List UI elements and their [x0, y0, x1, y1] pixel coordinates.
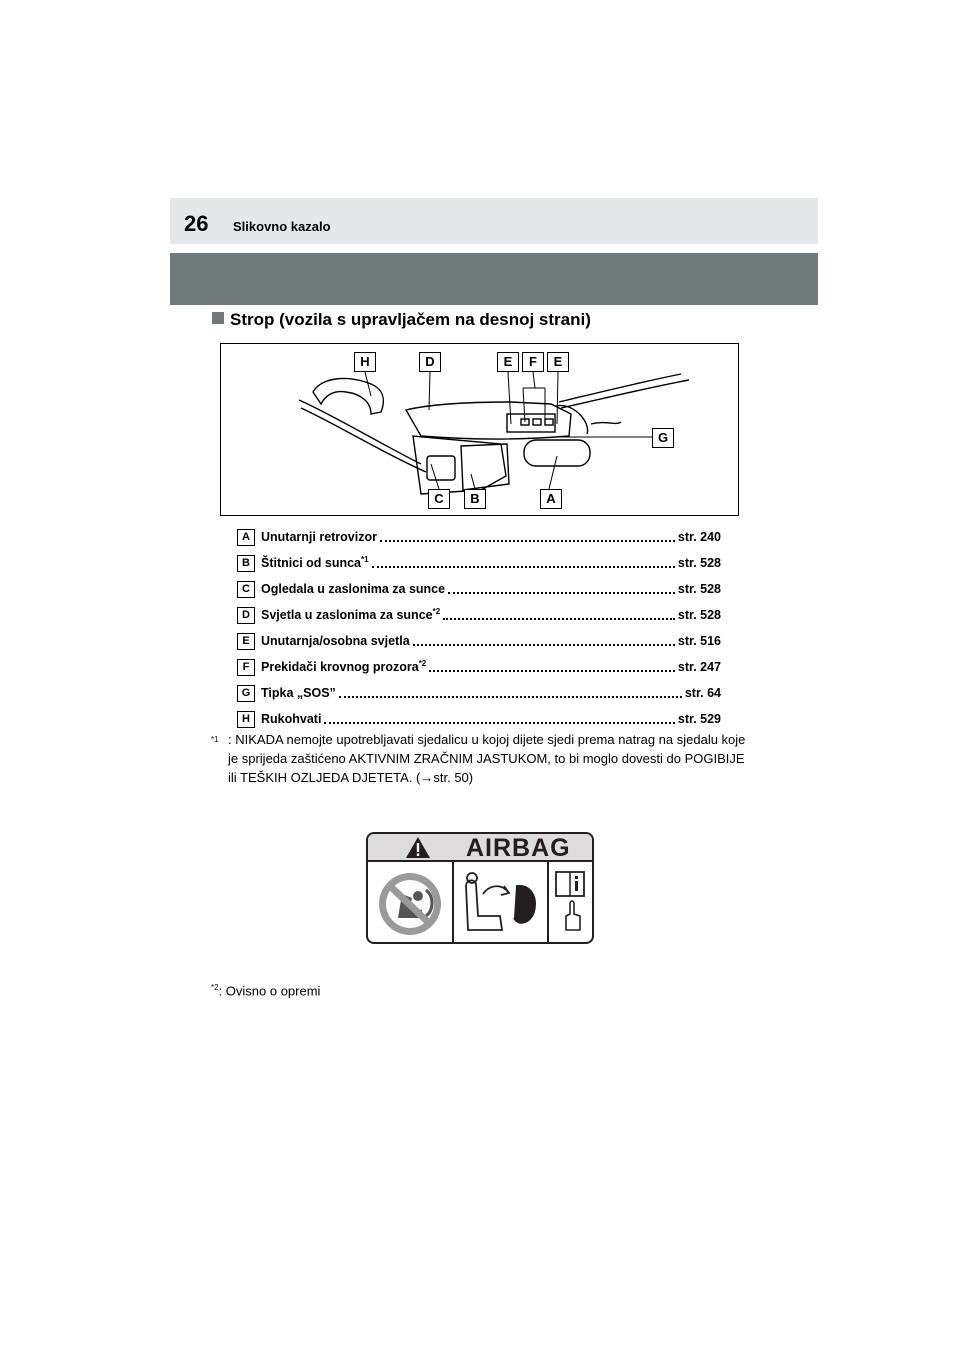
footnote-1 — [211, 730, 751, 787]
page-reference: str. 247 — [677, 660, 721, 674]
footnote-1-text: : NIKADA nemojte upotrebljavati sjedalicu u kojoj dijete sjedi prema natrag na sjedalu koje je sprijeda zaštićeno AKTIVNIM ZRAČNIM JASTUKOM, to bi moglo dovesti do POGIBIJE ili TEŠKIH OZLJEDA DJETETA. (→str. 50) — [228, 732, 746, 785]
leader-dots — [324, 722, 674, 724]
footnote-ref: *2 — [432, 607, 441, 617]
item-label: Tipka „SOS” — [261, 686, 336, 700]
callout-h: H — [354, 352, 376, 372]
airbag-word: AIRBAG — [466, 834, 571, 862]
leader-dots — [380, 540, 675, 542]
footnote-ref: *2 — [418, 659, 427, 669]
leader-dots — [443, 618, 675, 620]
item-label: Unutarnji retrovizor — [261, 530, 377, 544]
page-reference: str. 516 — [677, 634, 721, 648]
seat-airbag-icon — [466, 873, 535, 930]
callout-b: B — [464, 489, 486, 509]
item-letter: G — [237, 685, 255, 702]
page-number: 26 — [184, 211, 209, 236]
section-band — [170, 253, 818, 305]
airbag-warning-label — [366, 832, 594, 944]
list-item — [237, 654, 721, 680]
read-manual-icon — [556, 872, 584, 930]
leader-dots — [372, 566, 675, 568]
footnote-2-text: : Ovisno o opremi — [218, 983, 321, 999]
footnote-2 — [211, 979, 320, 1000]
callout-f: F — [522, 352, 544, 372]
item-label: Prekidači krovnog prozora$^{*2}$ — [261, 659, 427, 675]
list-item — [237, 524, 721, 550]
footnote-ref: *1 — [361, 555, 369, 565]
item-letter: C — [237, 581, 255, 598]
leader-dots — [429, 670, 675, 672]
warning-triangle-icon — [406, 837, 430, 858]
no-rear-facing-seat-icon — [379, 873, 441, 935]
page-reference: str. 528 — [677, 608, 721, 622]
page-reference: str. 529 — [677, 712, 721, 726]
callout-e-right: E — [547, 352, 569, 372]
list-item — [237, 680, 721, 706]
callout-g: G — [652, 428, 674, 448]
page-reference: str. 240 — [677, 530, 721, 544]
callout-d: D — [419, 352, 441, 372]
list-item — [237, 550, 721, 576]
item-label: Ogledala u zaslonima za sunce — [261, 582, 446, 596]
list-item — [237, 602, 721, 628]
list-item — [237, 576, 721, 602]
footnote-1-mark: *1 — [211, 735, 219, 744]
item-label: Rukohvati — [261, 712, 322, 726]
item-letter: D — [237, 607, 255, 624]
item-letter: A — [237, 529, 255, 546]
item-label: Štitnici od sunca$^{*1}$ — [261, 555, 369, 571]
page-reference: str. 528 — [677, 582, 721, 596]
ceiling-illustration — [220, 343, 739, 516]
section-title-text: Strop (vozila s upravljačem na desnoj strani) — [230, 310, 591, 329]
item-letter: H — [237, 711, 255, 728]
callout-a: A — [540, 489, 562, 509]
leader-dots — [413, 644, 675, 646]
page-reference: str. 64 — [684, 686, 721, 700]
item-label: Unutarnja/osobna svjetla — [261, 634, 410, 648]
airbag-pictograms — [368, 834, 592, 942]
section-square-icon — [212, 312, 224, 324]
list-item — [237, 706, 721, 732]
item-label: Svjetla u zaslonima za sunce$^{*2}$ — [261, 607, 441, 623]
running-title: Slikovno kazalo — [233, 219, 331, 234]
list-item — [237, 628, 721, 654]
callout-c: C — [428, 489, 450, 509]
leader-dots — [448, 592, 675, 594]
item-letter: B — [237, 555, 255, 572]
item-letter: E — [237, 633, 255, 650]
item-letter: F — [237, 659, 255, 676]
leader-dots — [339, 696, 682, 698]
page-reference: str. 528 — [677, 556, 721, 570]
item-list — [237, 524, 721, 732]
callout-e-left: E — [497, 352, 519, 372]
section-title — [212, 310, 591, 330]
footnote-2-mark: *2 — [211, 983, 219, 992]
